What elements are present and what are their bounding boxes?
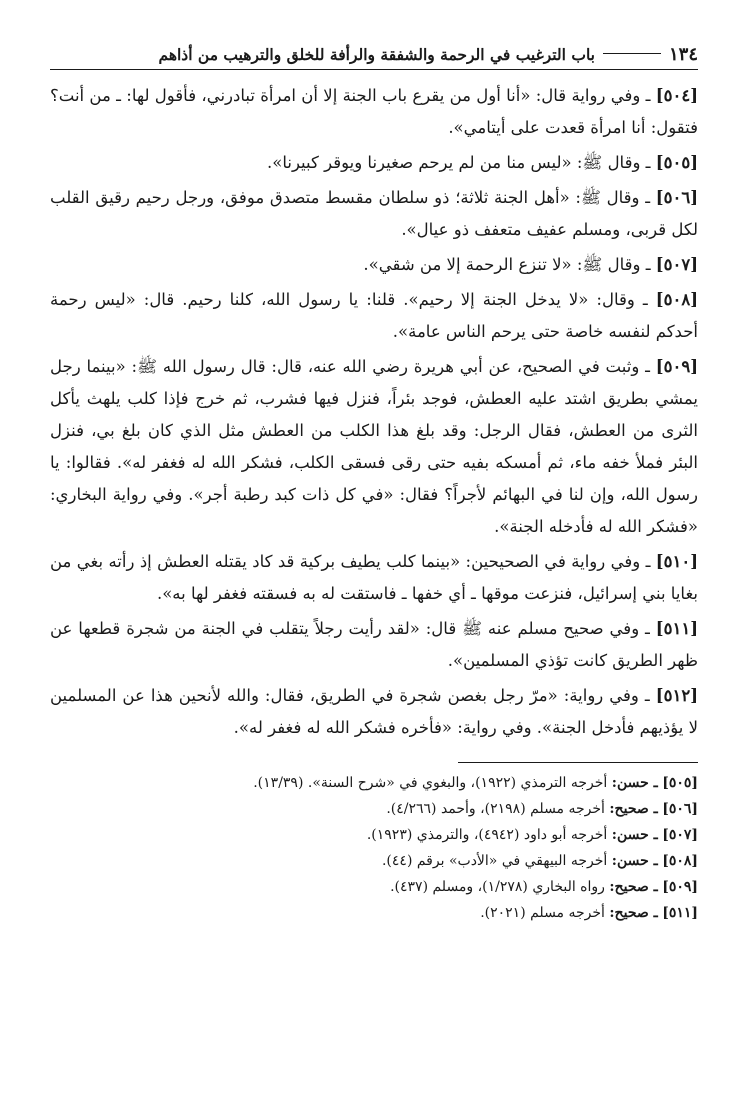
- footnote-grade: ـ حسن:: [611, 775, 658, 791]
- hadith-number: [٥٠٤]: [655, 86, 698, 105]
- footnote-grade: ـ صحيح:: [609, 905, 658, 921]
- footnote: [50, 797, 698, 821]
- page-number: ١٣٤: [668, 44, 698, 65]
- hadith-number: [٥١٢]: [655, 686, 698, 705]
- hadith-number: [٥٠٥]: [655, 153, 698, 172]
- footnote-separator: [458, 762, 698, 763]
- hadith-paragraph: [50, 613, 698, 677]
- running-header: [50, 44, 698, 70]
- footnotes: [50, 771, 698, 925]
- footnote-number: [٥٠٨]: [662, 853, 698, 869]
- footnote-text: أخرجه مسلم (٢١٩٨)، وأحمد (٤/٢٦٦).: [386, 801, 605, 817]
- footnote-number: [٥١١]: [662, 905, 698, 921]
- footnote-text: أخرجه أبو داود (٤٩٤٢)، والترمذي (١٩٢٣).: [366, 827, 608, 843]
- footnote-number: [٥٠٧]: [662, 827, 698, 843]
- hadith-text: ـ وقال ﷺ: «لا تنزع الرحمة إلا من شقي».: [363, 255, 651, 274]
- hadith-paragraph: [50, 249, 698, 281]
- chapter-title: باب الترغيب في الرحمة والشفقة والرأفة للخلق والترهيب من أذاهم: [158, 45, 595, 64]
- hadith-number: [٥٠٦]: [655, 188, 698, 207]
- footnote-grade: ـ صحيح:: [609, 879, 658, 895]
- hadith-text: ـ وفي رواية: «مرّ رجل بغصن شجرة في الطريق، فقال: والله لأنحين هذا عن المسلمين لا يؤذيهم فأدخل الجنة». وفي رواية: «فأخره فشكر الله له فغفر له».: [50, 686, 698, 737]
- hadith-text: ـ وقال ﷺ: «ليس منا من لم يرحم صغيرنا ويوقر كبيرنا».: [266, 153, 651, 172]
- hadith-number: [٥٠٧]: [655, 255, 698, 274]
- footnote: [50, 849, 698, 873]
- hadith-paragraph: [50, 147, 698, 179]
- hadith-text: ـ وفي رواية قال: «أنا أول من يقرع باب الجنة إلا أن امرأة تبادرني، فأقول لها: ـ من أنت؟ فتقول: أنا امرأة قعدت على أيتامي».: [50, 86, 698, 137]
- hadith-paragraph: [50, 351, 698, 543]
- hadith-text: ـ وثبت في الصحيح، عن أبي هريرة رضي الله عنه، قال: قال رسول الله ﷺ: «بينما رجل يمشي بطريق اشتد عليه العطش، فوجد بئراً، فنزل فيها فشرب، ثم خرج فإذا كلب يلهث يأكل الثرى من العطش، فقال الرجل: وقد بلغ هذا الكلب من العطش مثل الذي كان بلغ بي، فنزل البئر فملأ خفه ماء، ثم أمسكه بفيه حتى رقى فسقى الكلب، فشكر الله له فغفر له». فقالوا: يا رسول الله، وإن لنا في البهائم لأجراً؟ فقال: «في كل ذات كبد رطبة أجر». وفي رواية البخاري: «فشكر الله له فأدخله الجنة».: [50, 357, 698, 536]
- hadith-number: [٥٠٩]: [655, 357, 698, 376]
- main-text: [50, 80, 698, 744]
- footnote: [50, 901, 698, 925]
- hadith-text: ـ وقال: «لا يدخل الجنة إلا رحيم». قلنا: يا رسول الله، كلنا رحيم. قال: «ليس رحمة أحدكم لنفسه خاصة حتى يرحم الناس عامة».: [50, 290, 698, 341]
- footnote: [50, 823, 698, 847]
- hadith-paragraph: [50, 546, 698, 610]
- hadith-text: ـ وفي رواية في الصحيحين: «بينما كلب يطيف بركية قد كاد يقتله العطش إذ رأته بغي من بغايا بني إسرائيل، فنزعت موقها ـ أي خفها ـ فاستقت له به فسقته فغفر لها به».: [50, 552, 698, 603]
- hadith-text: ـ وقال ﷺ: «أهل الجنة ثلاثة؛ ذو سلطان مقسط متصدق موفق، ورجل رحيم رقيق القلب لكل قربى، ومسلم عفيف متعفف ذو عيال».: [50, 188, 698, 239]
- footnote-text: أخرجه مسلم (٢٠٢١).: [480, 905, 605, 921]
- footnote-number: [٥٠٥]: [662, 775, 698, 791]
- header-dash: [603, 53, 661, 54]
- hadith-number: [٥٠٨]: [655, 290, 698, 309]
- footnote-text: رواه البخاري (١/٢٧٨)، ومسلم (٤٣٧).: [390, 879, 605, 895]
- hadith-number: [٥١٠]: [655, 552, 698, 571]
- footnote-grade: ـ صحيح:: [609, 801, 658, 817]
- hadith-paragraph: [50, 284, 698, 348]
- hadith-paragraph: [50, 680, 698, 744]
- footnote-text: أخرجه البيهقي في «الأدب» برقم (٤٤).: [381, 853, 608, 869]
- footnote-text: أخرجه الترمذي (١٩٢٢)، والبغوي في «شرح السنة». (١٣/٣٩).: [253, 775, 608, 791]
- hadith-paragraph: [50, 80, 698, 144]
- footnote-number: [٥٠٦]: [662, 801, 698, 817]
- hadith-paragraph: [50, 182, 698, 246]
- footnote-grade: ـ حسن:: [611, 827, 658, 843]
- footnote-number: [٥٠٩]: [662, 879, 698, 895]
- footnote-grade: ـ حسن:: [611, 853, 658, 869]
- footnote: [50, 875, 698, 899]
- hadith-text: ـ وفي صحيح مسلم عنه ﷺ قال: «لقد رأيت رجلاً يتقلب في الجنة من شجرة قطعها عن ظهر الطريق كانت تؤذي المسلمين».: [50, 619, 698, 670]
- hadith-number: [٥١١]: [655, 619, 698, 638]
- footnote: [50, 771, 698, 795]
